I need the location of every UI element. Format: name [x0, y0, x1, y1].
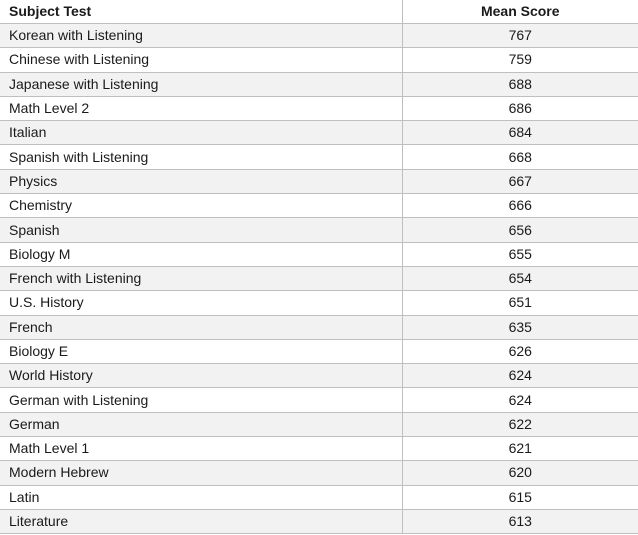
score-cell: 688	[402, 72, 638, 96]
subject-cell: Modern Hebrew	[0, 461, 402, 485]
subject-cell: Korean with Listening	[0, 24, 402, 48]
score-cell: 759	[402, 48, 638, 72]
subject-cell: Physics	[0, 169, 402, 193]
subject-cell: Latin	[0, 485, 402, 509]
table-row	[0, 145, 638, 169]
subject-cell: French	[0, 315, 402, 339]
table-row	[0, 388, 638, 412]
mean-score-header: Mean Score	[402, 0, 638, 24]
table-row	[0, 485, 638, 509]
table-row	[0, 509, 638, 533]
table-row	[0, 218, 638, 242]
score-cell: 620	[402, 461, 638, 485]
table-row	[0, 437, 638, 461]
subject-cell: French with Listening	[0, 266, 402, 290]
table-row	[0, 339, 638, 363]
subject-cell: Japanese with Listening	[0, 72, 402, 96]
subject-cell: Biology E	[0, 339, 402, 363]
subject-cell: German	[0, 412, 402, 436]
subject-cell: Italian	[0, 121, 402, 145]
table-row	[0, 461, 638, 485]
table-row	[0, 48, 638, 72]
subject-cell: German with Listening	[0, 388, 402, 412]
score-cell: 668	[402, 145, 638, 169]
score-cell: 626	[402, 339, 638, 363]
table-row	[0, 24, 638, 48]
score-cell: 767	[402, 24, 638, 48]
score-cell: 615	[402, 485, 638, 509]
table-row	[0, 121, 638, 145]
subject-cell: Chemistry	[0, 194, 402, 218]
table-body	[0, 24, 638, 534]
table-row	[0, 72, 638, 96]
header-row	[0, 0, 638, 24]
score-cell: 654	[402, 266, 638, 290]
score-cell: 624	[402, 364, 638, 388]
score-cell: 666	[402, 194, 638, 218]
score-cell: 622	[402, 412, 638, 436]
table-row	[0, 242, 638, 266]
subject-cell: World History	[0, 364, 402, 388]
table-row	[0, 194, 638, 218]
score-cell: 667	[402, 169, 638, 193]
subject-cell: Literature	[0, 509, 402, 533]
table-row	[0, 412, 638, 436]
subject-cell: Math Level 2	[0, 96, 402, 120]
table-row	[0, 266, 638, 290]
score-cell: 686	[402, 96, 638, 120]
subject-cell: Chinese with Listening	[0, 48, 402, 72]
score-cell: 624	[402, 388, 638, 412]
table-row	[0, 315, 638, 339]
subject-cell: U.S. History	[0, 291, 402, 315]
score-cell: 684	[402, 121, 638, 145]
subject-test-header: Subject Test	[0, 0, 402, 24]
subject-cell: Math Level 1	[0, 437, 402, 461]
score-cell: 655	[402, 242, 638, 266]
subject-cell: Spanish with Listening	[0, 145, 402, 169]
score-cell: 621	[402, 437, 638, 461]
table-row	[0, 96, 638, 120]
score-cell: 651	[402, 291, 638, 315]
table-row	[0, 364, 638, 388]
subject-cell: Spanish	[0, 218, 402, 242]
score-cell: 613	[402, 509, 638, 533]
table-row	[0, 169, 638, 193]
score-cell: 635	[402, 315, 638, 339]
table-header	[0, 0, 638, 24]
subject-cell: Biology M	[0, 242, 402, 266]
table-row	[0, 291, 638, 315]
score-cell: 656	[402, 218, 638, 242]
